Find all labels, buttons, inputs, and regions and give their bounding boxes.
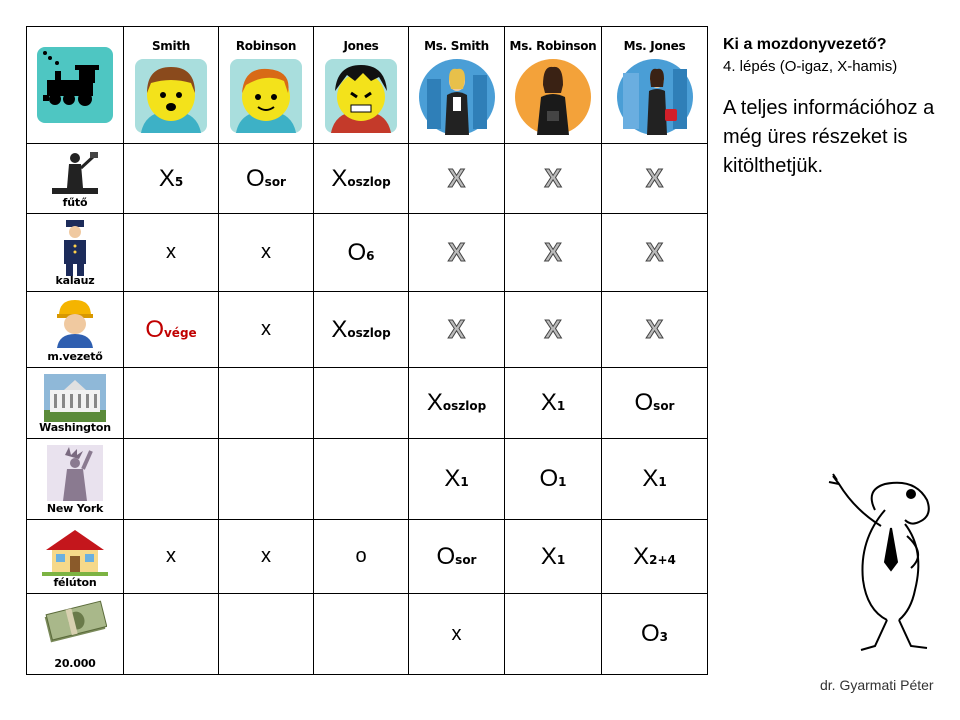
cell-mark bbox=[246, 164, 286, 192]
cell-mark bbox=[347, 238, 375, 266]
author-credit: dr. Gyarmati Péter bbox=[820, 677, 934, 693]
row-label: kalauz bbox=[55, 274, 95, 287]
cell-mark bbox=[261, 243, 271, 262]
row-label: New York bbox=[46, 502, 104, 515]
grid-cell bbox=[314, 292, 409, 368]
mark-symbol: O bbox=[347, 238, 367, 266]
money-icon bbox=[43, 600, 107, 651]
mark-symbol: X bbox=[645, 163, 664, 193]
cell-mark bbox=[261, 320, 271, 339]
grid-cell bbox=[505, 520, 602, 594]
table-row bbox=[27, 292, 708, 368]
mark-subscript: 1 bbox=[556, 399, 566, 413]
grid-cell bbox=[314, 214, 409, 292]
cell-mark bbox=[633, 542, 676, 570]
row-header-cell bbox=[27, 439, 124, 520]
smith-avatar bbox=[135, 59, 207, 133]
statue-of-liberty-icon bbox=[47, 445, 103, 506]
cell-mark bbox=[645, 314, 664, 344]
cell-mark bbox=[634, 389, 675, 416]
mark-symbol: X bbox=[544, 314, 562, 344]
mark-symbol: X bbox=[633, 542, 650, 570]
grid-cell bbox=[505, 144, 602, 214]
row-header-cell bbox=[27, 214, 124, 292]
cell-mark bbox=[540, 542, 566, 570]
cell-mark bbox=[166, 547, 176, 566]
cell-mark bbox=[447, 314, 466, 344]
row-header-cell bbox=[27, 144, 124, 214]
header-name: Ms. Robinson bbox=[509, 39, 597, 53]
mark-subscript: 1 bbox=[558, 475, 567, 489]
grid-cell bbox=[124, 292, 219, 368]
grid-cell bbox=[505, 292, 602, 368]
grid-cell bbox=[409, 144, 505, 214]
mark-symbol: O bbox=[634, 389, 654, 416]
instruction-text: A teljes információhoz a még üres részeket is kitölthetjük. bbox=[723, 97, 935, 177]
mark-symbol: X bbox=[540, 542, 557, 570]
mark-subscript: sor bbox=[264, 174, 286, 189]
row-label: félúton bbox=[53, 576, 97, 589]
row-header-cell bbox=[27, 520, 124, 594]
grid-cell bbox=[124, 368, 219, 439]
row-label: Washington bbox=[39, 421, 111, 434]
grid-cell bbox=[602, 292, 708, 368]
header-ms-robinson bbox=[505, 27, 602, 144]
table-row bbox=[27, 214, 708, 292]
grid-cell bbox=[602, 594, 708, 675]
header-ms-smith bbox=[409, 27, 505, 144]
row-label: 20.000 bbox=[54, 657, 96, 670]
cell-mark bbox=[355, 547, 366, 566]
cell-mark bbox=[145, 315, 197, 343]
table-row bbox=[27, 594, 708, 675]
mark-subscript: 6 bbox=[366, 248, 375, 263]
row-label: m.vezető bbox=[47, 350, 103, 363]
mark-symbol: X bbox=[645, 314, 664, 344]
house-icon bbox=[42, 526, 108, 581]
row-header-cell bbox=[27, 594, 124, 675]
mark-symbol: x bbox=[261, 241, 271, 263]
table-row bbox=[27, 368, 708, 439]
cell-mark bbox=[331, 315, 391, 343]
grid-cell bbox=[314, 439, 409, 520]
train-logo-cell bbox=[27, 27, 124, 144]
mark-subscript: oszlop bbox=[347, 174, 391, 189]
grid-cell bbox=[124, 144, 219, 214]
mark-symbol: X bbox=[645, 237, 664, 267]
logic-grid bbox=[26, 26, 708, 675]
grid-cell bbox=[314, 520, 409, 594]
cell-mark bbox=[447, 237, 466, 267]
ms-robinson-avatar bbox=[515, 59, 591, 135]
cell-mark bbox=[447, 163, 466, 193]
grid-cell bbox=[602, 439, 708, 520]
grid-cell bbox=[124, 439, 219, 520]
cell-mark bbox=[544, 314, 562, 344]
mark-symbol: X bbox=[158, 164, 175, 192]
grid-cell bbox=[409, 520, 505, 594]
mark-symbol: O bbox=[246, 164, 265, 192]
cell-mark bbox=[539, 465, 567, 492]
mark-subscript: 2+4 bbox=[649, 552, 676, 567]
white-house-icon bbox=[44, 374, 106, 427]
grid-cell bbox=[505, 214, 602, 292]
mark-symbol: o bbox=[355, 545, 367, 567]
grid-cell bbox=[409, 368, 505, 439]
grid-cell bbox=[124, 214, 219, 292]
mark-symbol: X bbox=[444, 465, 461, 492]
train-icon bbox=[37, 47, 113, 123]
cell-mark bbox=[261, 547, 271, 566]
mark-subscript: vége bbox=[163, 325, 197, 340]
cell-mark bbox=[645, 163, 664, 193]
mark-symbol: X bbox=[447, 163, 466, 193]
mark-symbol: x bbox=[166, 241, 176, 263]
cell-mark bbox=[544, 163, 562, 193]
robinson-avatar bbox=[230, 59, 302, 133]
mark-subscript: 1 bbox=[556, 552, 566, 567]
cell-mark bbox=[426, 389, 487, 416]
mark-symbol: X bbox=[544, 163, 562, 193]
step-subtitle: 4. lépés (O-igaz, X-hamis) bbox=[723, 58, 898, 75]
grid-cell bbox=[409, 214, 505, 292]
grid-cell bbox=[219, 439, 314, 520]
grid-cell bbox=[409, 292, 505, 368]
table-row bbox=[27, 144, 708, 214]
cell-mark bbox=[158, 164, 184, 192]
ms-jones-avatar bbox=[617, 59, 693, 135]
grid-cell bbox=[602, 520, 708, 594]
mark-symbol: X bbox=[447, 314, 466, 344]
ms-smith-avatar bbox=[419, 59, 495, 135]
grid-cell bbox=[602, 368, 708, 439]
grid-cell bbox=[314, 144, 409, 214]
grid-cell bbox=[124, 594, 219, 675]
mark-symbol: X bbox=[426, 389, 443, 416]
cell-mark bbox=[444, 465, 469, 492]
mark-subscript: 1 bbox=[658, 475, 667, 489]
header-name: Jones bbox=[343, 39, 379, 53]
header-jones bbox=[314, 27, 409, 144]
mark-symbol: O bbox=[436, 542, 456, 570]
mark-subscript: sor bbox=[653, 399, 675, 413]
row-header-cell bbox=[27, 292, 124, 368]
mark-symbol: X bbox=[331, 315, 348, 343]
grid-cell bbox=[505, 594, 602, 675]
mark-symbol: X bbox=[540, 389, 557, 416]
grid-cell bbox=[505, 439, 602, 520]
cell-mark bbox=[640, 620, 669, 647]
mark-symbol: X bbox=[544, 237, 562, 267]
mark-symbol: x bbox=[261, 318, 271, 340]
mark-symbol: X bbox=[447, 237, 466, 267]
header-name: Robinson bbox=[235, 39, 297, 53]
engineer-icon bbox=[53, 298, 97, 353]
table-row bbox=[27, 520, 708, 594]
mark-symbol: O bbox=[145, 315, 164, 343]
row-label: fűtő bbox=[62, 196, 88, 209]
grid-cell bbox=[505, 368, 602, 439]
grid-cell bbox=[314, 594, 409, 675]
header-smith bbox=[124, 27, 219, 144]
jones-avatar bbox=[325, 59, 397, 133]
table-row bbox=[27, 439, 708, 520]
mark-subscript: oszlop bbox=[442, 399, 487, 413]
cell-mark bbox=[451, 622, 462, 645]
mark-subscript: 5 bbox=[174, 174, 184, 189]
grid-cell bbox=[219, 594, 314, 675]
mark-subscript: sor bbox=[455, 552, 477, 567]
grid-cell bbox=[219, 368, 314, 439]
cell-mark bbox=[436, 542, 477, 570]
cell-mark bbox=[645, 237, 664, 267]
header-robinson bbox=[219, 27, 314, 144]
grid-cell bbox=[314, 368, 409, 439]
grid-cell bbox=[219, 520, 314, 594]
grid-cell bbox=[602, 144, 708, 214]
mark-symbol: X bbox=[331, 164, 348, 192]
cell-mark bbox=[331, 164, 391, 192]
mark-subscript: 3 bbox=[659, 630, 669, 644]
thinking-man-illustration bbox=[815, 470, 955, 660]
header-row bbox=[27, 27, 708, 144]
grid-cell bbox=[409, 594, 505, 675]
header-name: Ms. Jones bbox=[623, 39, 686, 53]
grid-cell bbox=[219, 292, 314, 368]
grid-cell bbox=[124, 520, 219, 594]
conductor-icon bbox=[58, 220, 92, 281]
grid-cell bbox=[219, 214, 314, 292]
mark-symbol: O bbox=[640, 620, 660, 647]
row-header-cell bbox=[27, 368, 124, 439]
mark-symbol: x bbox=[261, 545, 271, 567]
puzzle-title: Ki a mozdonyvezető? bbox=[723, 36, 887, 53]
header-name: Ms. Smith bbox=[424, 39, 489, 53]
mark-symbol: x bbox=[451, 622, 462, 645]
mark-subscript: oszlop bbox=[347, 325, 391, 340]
mark-symbol: O bbox=[539, 465, 559, 492]
cell-mark bbox=[540, 389, 566, 416]
mark-subscript: 1 bbox=[460, 475, 469, 489]
grid-cell bbox=[219, 144, 314, 214]
grid-cell bbox=[409, 439, 505, 520]
header-ms-jones bbox=[602, 27, 708, 144]
header-name: Smith bbox=[151, 39, 191, 53]
mark-symbol: X bbox=[642, 465, 659, 492]
cell-mark bbox=[544, 237, 562, 267]
cell-mark bbox=[166, 243, 176, 262]
cell-mark bbox=[642, 465, 667, 492]
mark-symbol: x bbox=[166, 545, 176, 567]
grid-cell bbox=[602, 214, 708, 292]
